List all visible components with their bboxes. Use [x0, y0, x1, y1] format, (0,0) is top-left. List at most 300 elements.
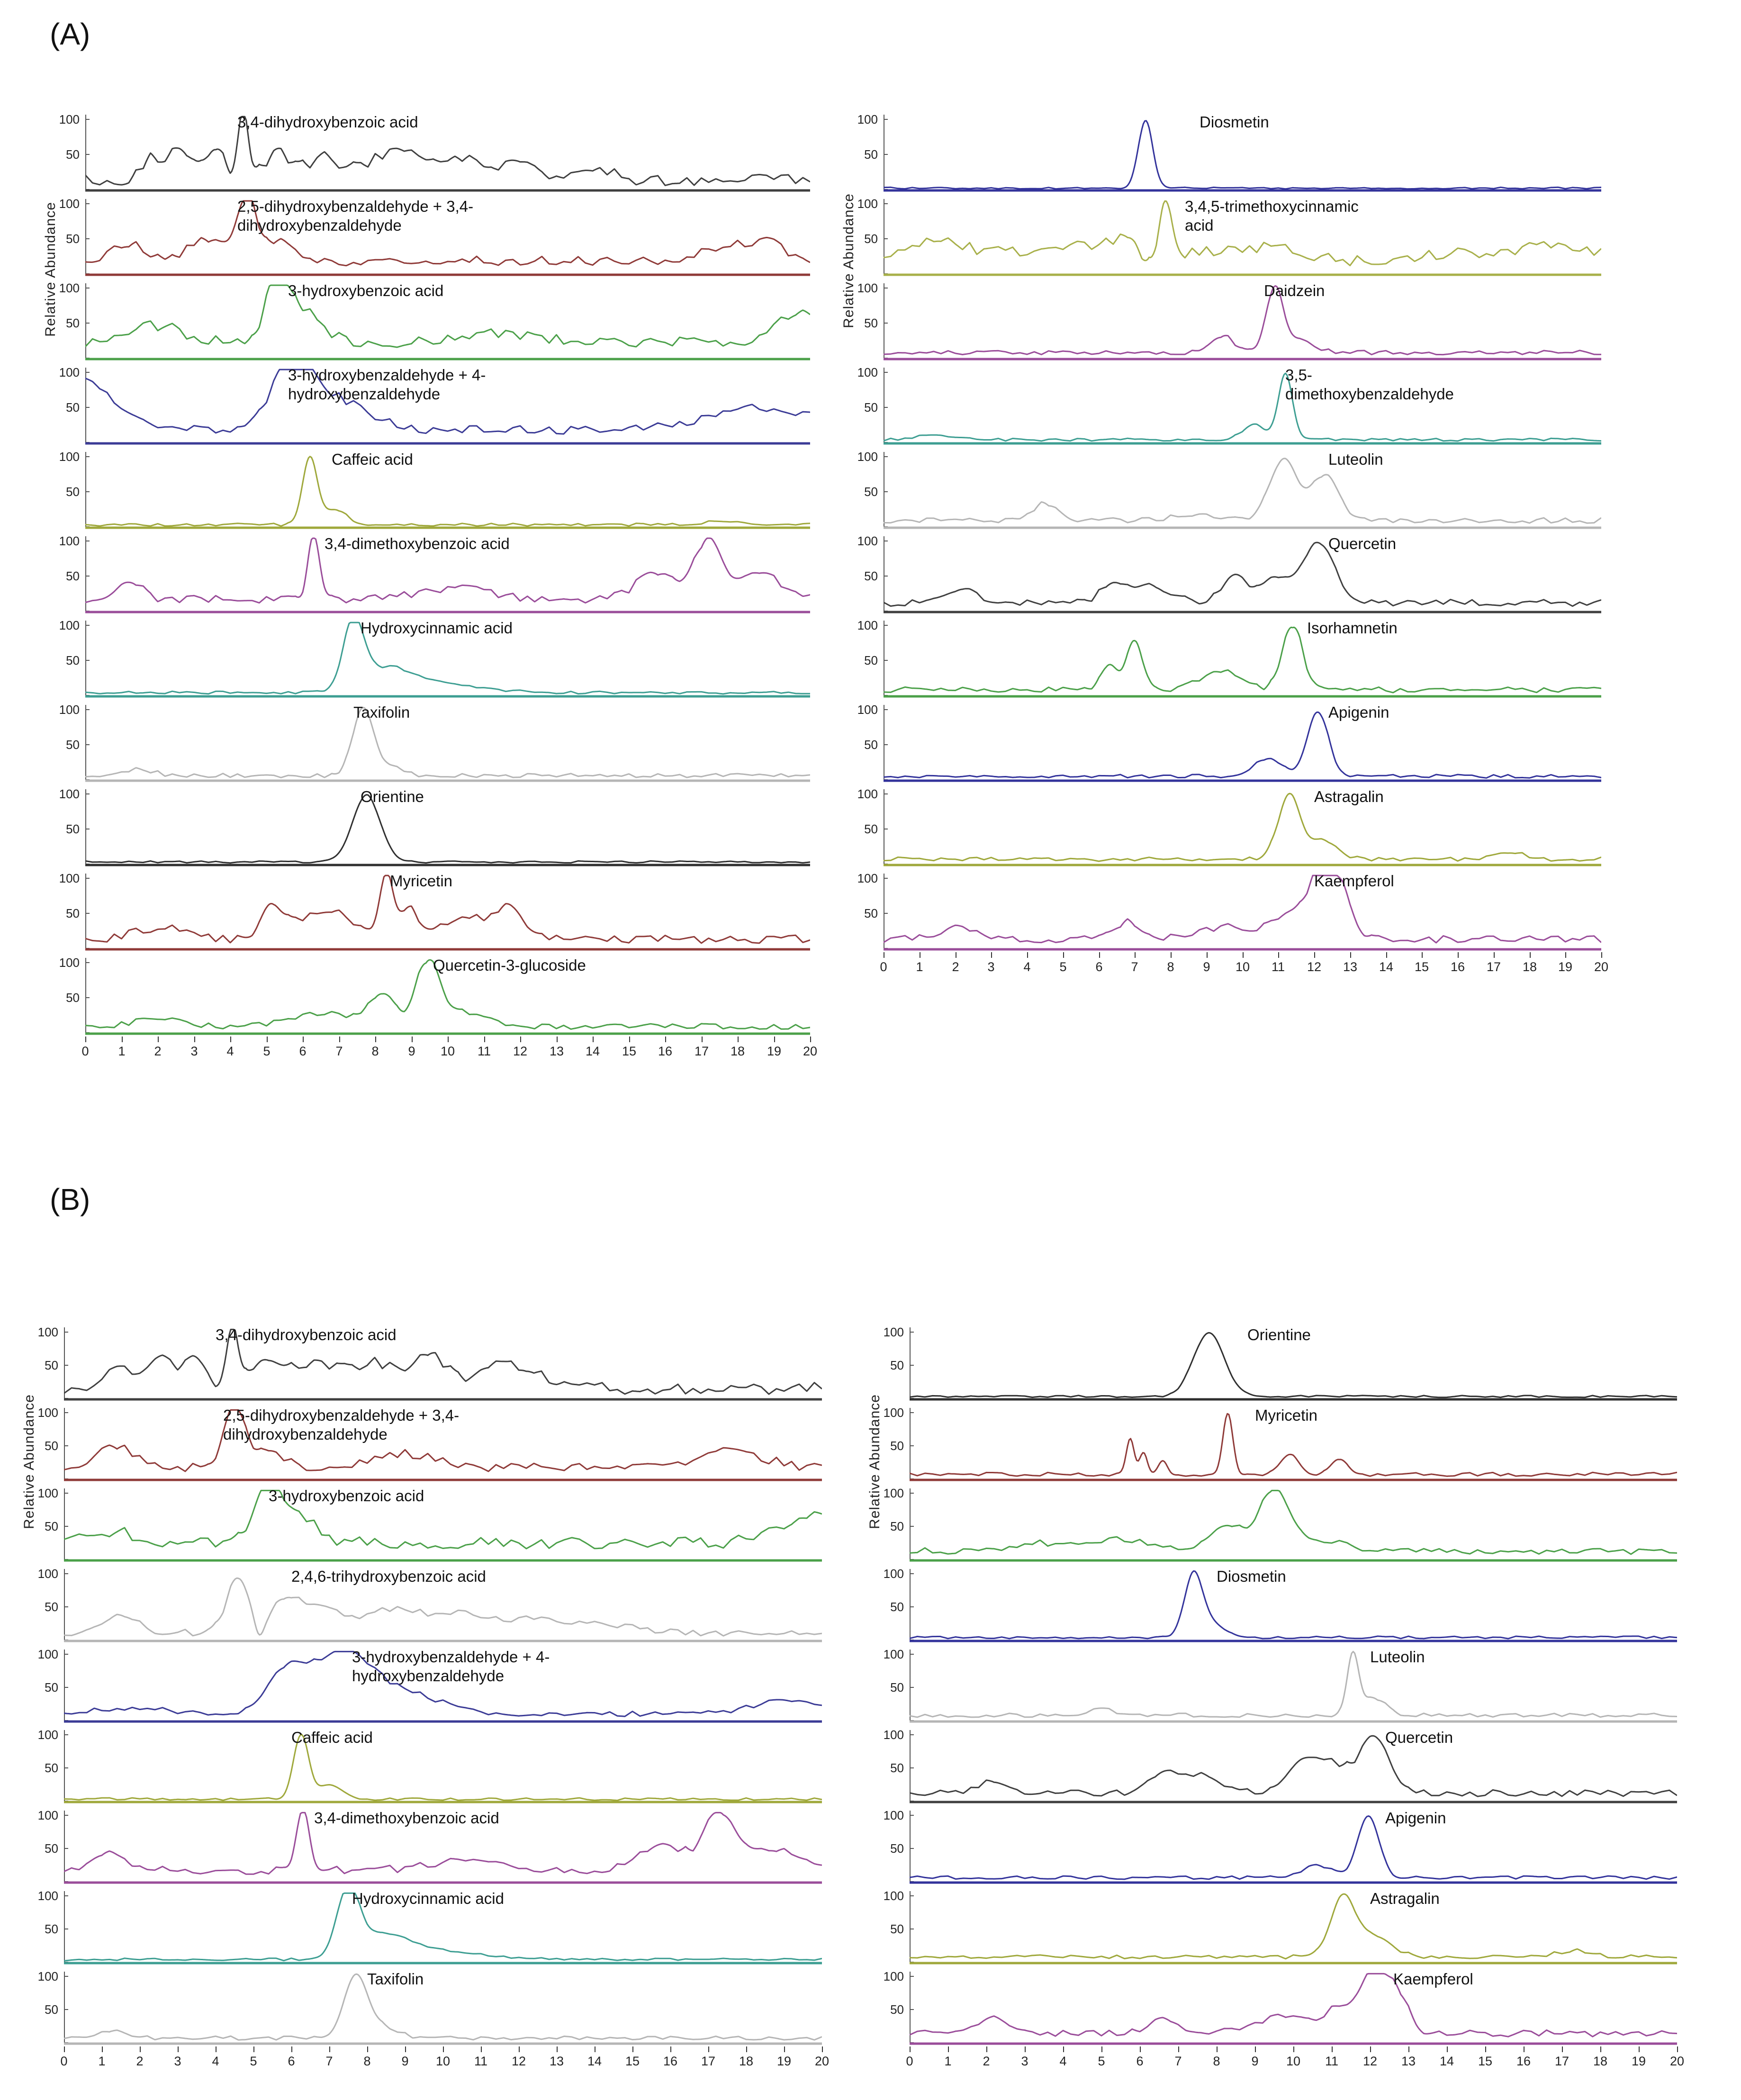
compound-label: 3-hydroxybenzoic acid: [288, 282, 444, 299]
x-tick-label: 7: [335, 1044, 343, 1058]
y-tick-labels: [872, 1885, 910, 1966]
y-tick-labels: [872, 1644, 910, 1724]
x-tick-label: 18: [1522, 960, 1537, 974]
y-tick-50: 50: [66, 147, 80, 162]
chromatogram-line: [64, 1490, 822, 1549]
x-tick-label: 9: [401, 2054, 409, 2068]
x-tick-mark: [1530, 952, 1531, 958]
y-tick-100: 100: [37, 1728, 58, 1742]
x-tick-mark: [1278, 952, 1279, 958]
compound-label: 3,4-dimethoxybenzoic acid: [314, 1809, 499, 1827]
x-tick-mark: [329, 2046, 330, 2052]
x-tick-mark: [1562, 2046, 1563, 2052]
compound-label: Diosmetin: [1217, 1568, 1286, 1585]
y-tick-50: 50: [864, 569, 878, 583]
compound-label: Diosmetin: [1200, 113, 1269, 131]
x-tick-label: 16: [1450, 960, 1465, 974]
compound-label: Taxifolin: [353, 703, 410, 721]
compound-label: 3-hydroxybenzaldehyde + 4-hydroxybenzaldehyde: [288, 366, 486, 403]
chromatogram-trace: [872, 1483, 1677, 1563]
x-tick-mark: [1677, 2046, 1678, 2052]
chromatogram-plot: [910, 1563, 1677, 1644]
chromatogram-trace: [846, 446, 1601, 531]
chromatogram-plot: [85, 109, 810, 193]
y-tick-100: 100: [883, 1567, 904, 1581]
x-tick-mark: [481, 2046, 482, 2052]
chromatogram-trace: [47, 193, 810, 278]
y-tick-100: 100: [37, 1808, 58, 1822]
compound-label: Hydroxycinnamic acid: [352, 1890, 504, 1907]
x-tick-label: 2: [154, 1044, 162, 1058]
x-tick-mark: [230, 1036, 231, 1042]
y-tick-100: 100: [883, 1647, 904, 1661]
y-tick-labels: [47, 362, 85, 446]
x-tick-mark: [557, 2046, 558, 2052]
y-tick-100: 100: [37, 1969, 58, 1983]
chromatogram-line: [64, 1974, 822, 2040]
y-axis-label: Relative Abundance: [21, 1394, 37, 1529]
y-tick-50: 50: [864, 822, 878, 836]
x-tick-mark: [738, 1036, 739, 1042]
x-tick-mark: [1524, 2046, 1525, 2052]
y-tick-labels: [26, 1322, 64, 1402]
x-tick-mark: [948, 2046, 949, 2052]
y-tick-100: 100: [37, 1486, 58, 1500]
x-tick-mark: [632, 2046, 633, 2052]
y-tick-100: 100: [883, 1486, 904, 1500]
y-tick-labels: [846, 278, 884, 362]
chromatogram-line: [884, 286, 1601, 354]
x-tick-mark: [267, 1036, 268, 1042]
x-tick-mark: [665, 1036, 666, 1042]
y-tick-labels: [26, 1563, 64, 1644]
x-tick-mark: [1370, 2046, 1371, 2052]
chromatogram-line: [85, 457, 810, 526]
y-tick-labels: [846, 446, 884, 531]
y-tick-50: 50: [890, 1519, 904, 1533]
chromatogram-trace: [47, 362, 810, 446]
x-tick-label: 16: [1516, 2054, 1531, 2068]
chromatogram-plot: [884, 868, 1601, 952]
x-tick-label: 16: [658, 1044, 673, 1058]
chromatogram-line: [884, 875, 1601, 943]
x-tick-mark: [746, 2046, 747, 2052]
chromatogram-line: [884, 459, 1601, 523]
x-tick-label: 14: [587, 2054, 602, 2068]
chromatogram-line: [910, 1651, 1677, 1717]
x-tick-label: 1: [916, 960, 923, 974]
x-tick-mark: [375, 1036, 376, 1042]
x-tick-label: 10: [1286, 2054, 1301, 2068]
chromatogram-line: [884, 712, 1601, 778]
x-tick-label: 10: [1235, 960, 1250, 974]
y-tick-labels: [26, 1483, 64, 1563]
x-tick-mark: [1422, 952, 1423, 958]
panel-b-left-column: [21, 1322, 830, 2075]
chromatogram-trace: [26, 1805, 822, 1885]
y-tick-labels: [846, 784, 884, 868]
chromatogram-trace: [47, 952, 810, 1036]
compound-label: Quercetin: [1328, 535, 1397, 552]
compound-label: 3,4-dihydroxybenzoic acid: [237, 113, 418, 131]
chromatogram-trace: [846, 278, 1601, 362]
y-tick-50: 50: [45, 1358, 58, 1372]
y-tick-50: 50: [45, 1680, 58, 1694]
y-tick-100: 100: [883, 1969, 904, 1983]
compound-label: Daidzein: [1264, 282, 1325, 299]
chromatogram-trace: [47, 868, 810, 952]
y-tick-100: 100: [37, 1325, 58, 1339]
x-tick-label: 18: [1593, 2054, 1608, 2068]
x-tick-label: 1: [944, 2054, 952, 2068]
x-tick-mark: [1408, 2046, 1409, 2052]
x-tick-label: 20: [1669, 2054, 1685, 2068]
x-tick-mark: [1494, 952, 1495, 958]
chromatogram-plot: [85, 446, 810, 531]
x-tick-mark: [1099, 952, 1100, 958]
chromatogram-plot: [64, 1483, 822, 1563]
chromatogram-line: [884, 793, 1601, 861]
y-tick-labels: [47, 531, 85, 615]
x-tick-label: 9: [408, 1044, 415, 1058]
y-axis-label: Relative Abundance: [867, 1394, 883, 1529]
chromatogram-plot: [910, 1885, 1677, 1966]
x-tick-label: 3: [174, 2054, 181, 2068]
y-tick-100: 100: [883, 1808, 904, 1822]
y-tick-100: 100: [59, 534, 80, 548]
x-tick-mark: [64, 2046, 65, 2052]
compound-label: 3,4-dihydroxybenzoic acid: [216, 1326, 397, 1343]
x-tick-label: 12: [1307, 960, 1322, 974]
y-tick-100: 100: [857, 871, 878, 885]
x-tick-label: 17: [701, 2054, 716, 2068]
chromatogram-trace: [47, 446, 810, 531]
x-tick-mark: [708, 2046, 709, 2052]
chromatogram-trace: [26, 1885, 822, 1966]
y-tick-100: 100: [59, 450, 80, 464]
y-tick-50: 50: [890, 1761, 904, 1775]
chromatogram-trace: [846, 531, 1601, 615]
x-tick-mark: [519, 2046, 520, 2052]
x-tick-mark: [1565, 952, 1566, 958]
y-tick-labels: [846, 868, 884, 952]
y-tick-labels: [47, 615, 85, 699]
y-tick-labels: [47, 278, 85, 362]
x-tick-mark: [85, 1036, 86, 1042]
x-tick-mark: [1485, 2046, 1486, 2052]
chromatogram-trace: [872, 1885, 1677, 1966]
chromatogram-line: [910, 1571, 1677, 1639]
chromatogram-trace: [26, 1644, 822, 1724]
x-tick-label: 6: [1136, 2054, 1144, 2068]
chromatogram-trace: [872, 1563, 1677, 1644]
y-tick-50: 50: [66, 653, 80, 667]
chromatogram-plot: [85, 699, 810, 784]
x-tick-mark: [810, 1036, 811, 1042]
x-tick-label: 1: [98, 2054, 106, 2068]
chromatogram-line: [85, 117, 810, 185]
x-tick-mark: [1600, 2046, 1601, 2052]
compound-label: Quercetin: [1385, 1729, 1453, 1746]
x-tick-label: 2: [136, 2054, 144, 2068]
y-tick-50: 50: [890, 1358, 904, 1372]
y-tick-labels: [26, 1885, 64, 1966]
x-tick-label: 20: [1594, 960, 1609, 974]
chromatogram-line: [910, 1894, 1677, 1959]
x-tick-mark: [339, 1036, 340, 1042]
y-tick-labels: [846, 615, 884, 699]
chromatogram-line: [910, 1974, 1677, 2037]
y-tick-50: 50: [864, 738, 878, 752]
y-tick-labels: [872, 1483, 910, 1563]
x-tick-label: 5: [1059, 960, 1067, 974]
x-tick-mark: [1178, 2046, 1179, 2052]
x-tick-mark: [1350, 952, 1351, 958]
x-tick-label: 7: [1174, 2054, 1182, 2068]
chromatogram-line: [910, 1490, 1677, 1554]
chromatogram-trace: [872, 1966, 1677, 2046]
chromatogram-plot: [64, 1724, 822, 1805]
x-tick-mark: [194, 1036, 195, 1042]
y-tick-50: 50: [864, 653, 878, 667]
compound-label: Hydroxycinnamic acid: [361, 619, 513, 637]
y-tick-100: 100: [883, 1325, 904, 1339]
compound-label: Luteolin: [1328, 451, 1383, 468]
panel-a-left-column: [43, 109, 818, 1065]
y-tick-50: 50: [66, 569, 80, 583]
x-tick-label: 8: [363, 2054, 371, 2068]
chromatogram-plot: [910, 1966, 1677, 2046]
chromatogram-trace: [47, 615, 810, 699]
chromatogram-line: [884, 542, 1601, 606]
chromatogram-trace: [47, 109, 810, 193]
y-tick-50: 50: [66, 991, 80, 1005]
compound-label: 3-hydroxybenzoic acid: [269, 1487, 424, 1505]
x-tick-mark: [102, 2046, 103, 2052]
x-tick-mark: [303, 1036, 304, 1042]
x-tick-mark: [484, 1036, 485, 1042]
compound-label: Apigenin: [1385, 1809, 1446, 1827]
x-tick-label: 20: [803, 1044, 818, 1058]
chromatogram-trace: [26, 1483, 822, 1563]
x-tick-mark: [986, 2046, 987, 2052]
compound-label: Kaempferol: [1393, 1970, 1473, 1988]
compound-label: Apigenin: [1328, 703, 1389, 721]
x-tick-label: 17: [1554, 2054, 1570, 2068]
y-tick-50: 50: [45, 2002, 58, 2017]
y-tick-50: 50: [864, 232, 878, 246]
y-tick-100: 100: [59, 365, 80, 379]
chromatogram-plot: [884, 699, 1601, 784]
y-tick-50: 50: [864, 906, 878, 920]
y-tick-100: 100: [59, 197, 80, 211]
compound-label: 2,5-dihydroxybenzaldehyde + 3,4-dihydroxybenzaldehyde: [223, 1406, 460, 1443]
y-tick-50: 50: [45, 1761, 58, 1775]
x-tick-label: 0: [880, 960, 887, 974]
x-tick-label: 6: [288, 2054, 295, 2068]
x-tick-mark: [1639, 2046, 1640, 2052]
x-tick-mark: [1386, 952, 1387, 958]
y-tick-labels: [872, 1805, 910, 1885]
compound-label: Astragalin: [1314, 788, 1384, 805]
y-tick-labels: [26, 1644, 64, 1724]
chromatogram-plot: [910, 1483, 1677, 1563]
x-tick-label: 12: [1362, 2054, 1378, 2068]
x-tick-label: 15: [1478, 2054, 1493, 2068]
x-tick-mark: [367, 2046, 368, 2052]
chromatogram-plot: [910, 1644, 1677, 1724]
x-tick-mark: [1332, 2046, 1333, 2052]
y-tick-labels: [47, 699, 85, 784]
chromatogram-trace: [872, 1402, 1677, 1483]
chromatogram-plot: [910, 1724, 1677, 1805]
y-tick-100: 100: [59, 703, 80, 717]
compound-label: 3-hydroxybenzaldehyde + 4-hydroxybenzaldehyde: [352, 1648, 550, 1685]
x-tick-label: 19: [1631, 2054, 1646, 2068]
x-tick-mark: [1601, 952, 1602, 958]
chromatogram-plot: [85, 278, 810, 362]
x-tick-mark: [1207, 952, 1208, 958]
x-tick-label: 9: [1203, 960, 1210, 974]
chromatogram-trace: [846, 193, 1601, 278]
x-tick-label: 9: [1251, 2054, 1259, 2068]
chromatogram-line: [884, 627, 1601, 693]
y-tick-labels: [47, 446, 85, 531]
x-tick-label: 18: [739, 2054, 754, 2068]
chromatogram-plot: [64, 1322, 822, 1402]
x-tick-label: 7: [325, 2054, 333, 2068]
chromatogram-trace: [872, 1644, 1677, 1724]
y-tick-50: 50: [45, 1439, 58, 1453]
compound-label: Caffeic acid: [291, 1729, 373, 1746]
y-tick-labels: [846, 699, 884, 784]
x-tick-label: 3: [987, 960, 995, 974]
x-tick-mark: [158, 1036, 159, 1042]
x-tick-mark: [991, 952, 992, 958]
x-tick-label: 0: [81, 1044, 89, 1058]
x-tick-label: 4: [226, 1044, 234, 1058]
x-tick-label: 13: [549, 2054, 564, 2068]
y-tick-labels: [26, 1805, 64, 1885]
y-axis-label: Relative Abundance: [841, 193, 857, 328]
y-tick-50: 50: [864, 147, 878, 162]
x-tick-label: 6: [299, 1044, 307, 1058]
y-tick-100: 100: [59, 871, 80, 885]
chromatogram-line: [64, 1578, 822, 1636]
y-tick-100: 100: [59, 955, 80, 970]
x-tick-label: 4: [1023, 960, 1031, 974]
x-tick-mark: [1314, 952, 1315, 958]
y-tick-50: 50: [890, 2002, 904, 2017]
x-tick-mark: [1243, 952, 1244, 958]
y-tick-50: 50: [45, 1841, 58, 1856]
chromatogram-plot: [884, 615, 1601, 699]
chromatogram-trace: [872, 1322, 1677, 1402]
chromatogram-line: [85, 795, 810, 863]
chromatogram-plot: [884, 784, 1601, 868]
x-tick-mark: [774, 1036, 775, 1042]
y-tick-50: 50: [66, 400, 80, 415]
compound-label: Caffeic acid: [332, 451, 413, 468]
panel-b-right-column: [867, 1322, 1685, 2075]
y-tick-100: 100: [883, 1728, 904, 1742]
y-tick-100: 100: [857, 281, 878, 295]
x-tick-label: 17: [1486, 960, 1501, 974]
chromatogram-trace: [846, 615, 1601, 699]
x-tick-label: 7: [1131, 960, 1138, 974]
y-tick-labels: [26, 1966, 64, 2046]
y-tick-labels: [47, 868, 85, 952]
y-tick-100: 100: [857, 112, 878, 126]
y-tick-50: 50: [890, 1600, 904, 1614]
y-tick-100: 100: [857, 787, 878, 801]
x-tick-label: 16: [663, 2054, 678, 2068]
x-tick-mark: [253, 2046, 254, 2052]
x-tick-mark: [1140, 2046, 1141, 2052]
chromatogram-trace: [846, 109, 1601, 193]
panel-a-right-column: [841, 109, 1609, 981]
chromatogram-trace: [47, 784, 810, 868]
y-tick-50: 50: [66, 906, 80, 920]
y-tick-100: 100: [857, 365, 878, 379]
y-tick-50: 50: [890, 1841, 904, 1856]
compound-label: 2,5-dihydroxybenzaldehyde + 3,4-dihydroxybenzaldehyde: [237, 198, 474, 234]
x-tick-label: 11: [474, 2054, 488, 2068]
y-tick-labels: [872, 1402, 910, 1483]
x-tick-mark: [443, 2046, 444, 2052]
chromatogram-plot: [884, 446, 1601, 531]
x-tick-mark: [412, 1036, 413, 1042]
y-tick-100: 100: [857, 703, 878, 717]
y-tick-50: 50: [864, 400, 878, 415]
compound-label: Myricetin: [390, 872, 453, 890]
x-tick-mark: [122, 1036, 123, 1042]
y-tick-100: 100: [37, 1889, 58, 1903]
x-tick-label: 5: [1098, 2054, 1105, 2068]
x-tick-label: 17: [694, 1044, 709, 1058]
y-tick-labels: [872, 1966, 910, 2046]
x-tick-mark: [405, 2046, 406, 2052]
chromatogram-trace: [47, 531, 810, 615]
compound-label: Taxifolin: [367, 1970, 424, 1988]
y-tick-50: 50: [45, 1519, 58, 1533]
chromatogram-line: [910, 1736, 1677, 1796]
chromatogram-trace: [872, 1724, 1677, 1805]
compound-label: Orientine: [361, 788, 424, 805]
y-tick-100: 100: [857, 618, 878, 632]
chromatogram-plot: [910, 1805, 1677, 1885]
chromatogram-trace: [26, 1402, 822, 1483]
x-tick-mark: [629, 1036, 630, 1042]
chromatogram-trace: [26, 1563, 822, 1644]
y-tick-labels: [872, 1322, 910, 1402]
x-axis: [60, 2046, 830, 2075]
x-tick-label: 2: [983, 2054, 990, 2068]
y-tick-labels: [872, 1563, 910, 1644]
y-tick-50: 50: [864, 316, 878, 330]
y-tick-100: 100: [59, 787, 80, 801]
chromatogram-trace: [846, 699, 1601, 784]
x-tick-mark: [520, 1036, 521, 1042]
panel-b-label: (B): [50, 1182, 90, 1217]
x-tick-label: 13: [1343, 960, 1358, 974]
y-tick-labels: [47, 952, 85, 1036]
x-tick-label: 3: [1021, 2054, 1028, 2068]
x-tick-label: 12: [511, 2054, 526, 2068]
x-tick-label: 13: [1401, 2054, 1416, 2068]
x-tick-label: 14: [585, 1044, 600, 1058]
y-tick-50: 50: [66, 822, 80, 836]
